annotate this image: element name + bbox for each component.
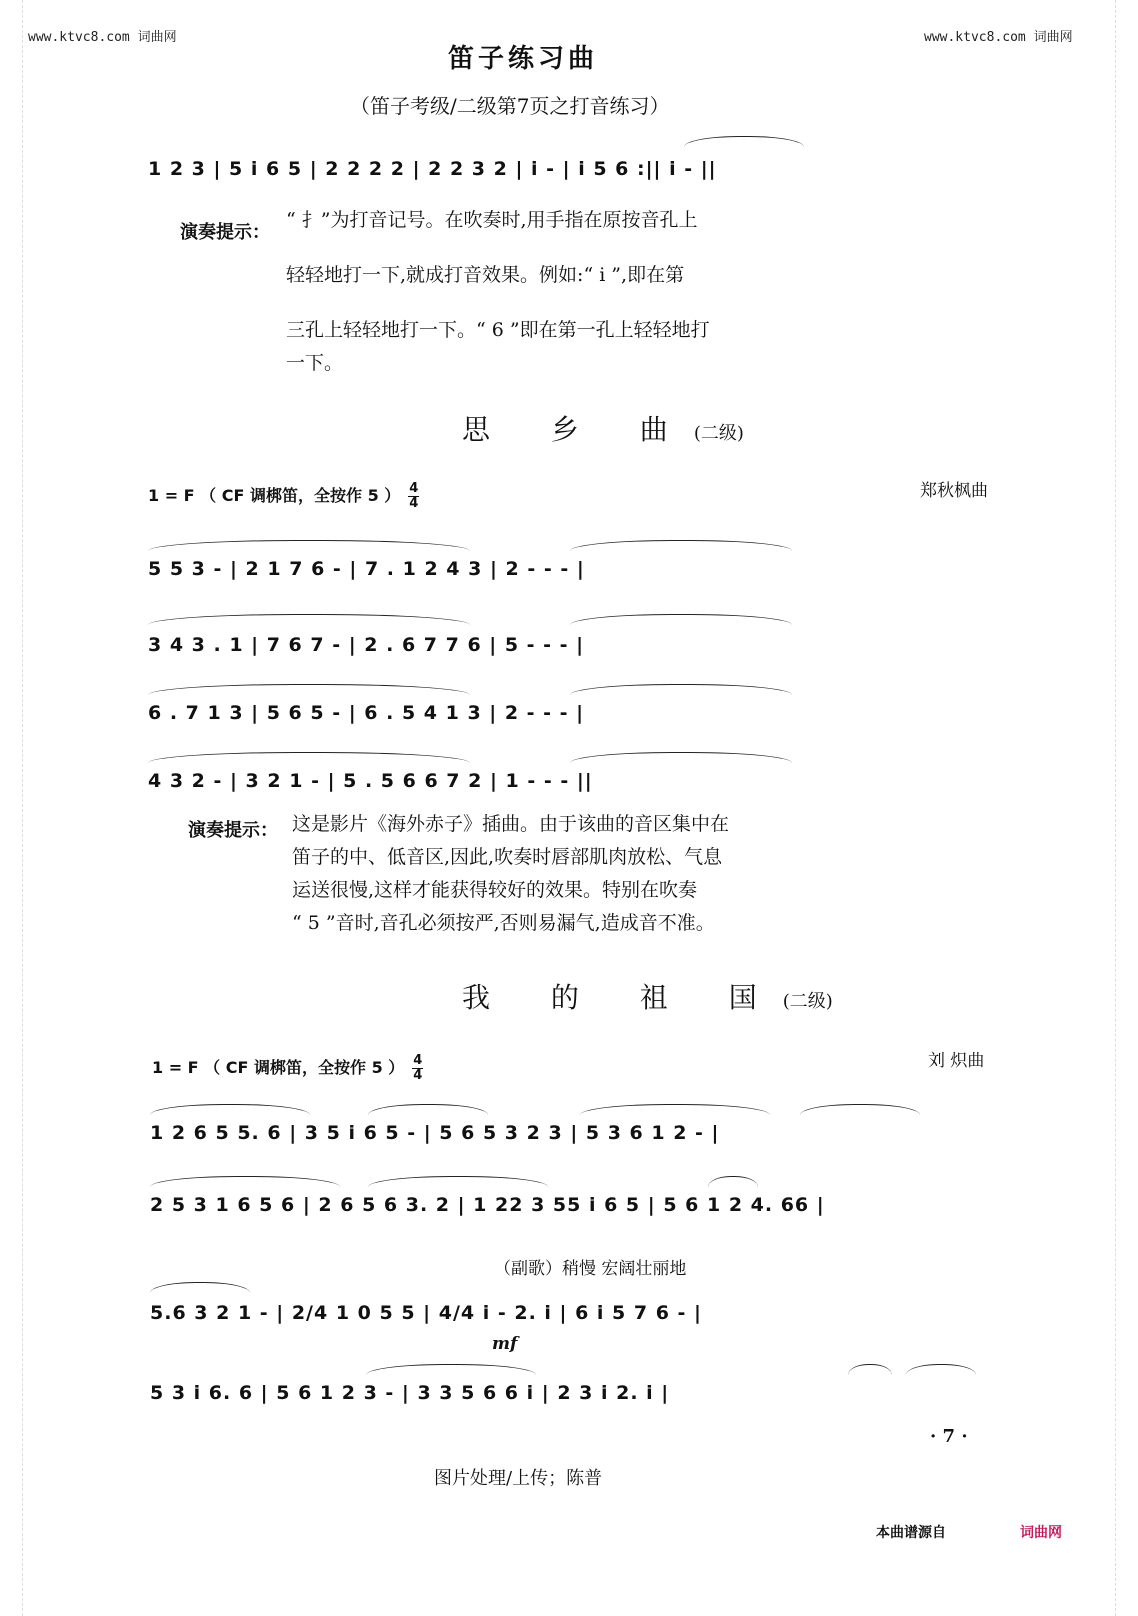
piece3-title-text: 我 的 祖 国 <box>462 981 783 1014</box>
piece2-score-line-3: 6 . 7 1 3 | 5 6 5 - | 6 . 5 4 1 3 | 2 - - - | <box>148 702 585 724</box>
piece1-subtitle: （笛子考级/二级第7页之打音练习） <box>350 94 670 118</box>
hint-line: 轻轻地打一下,就成打音效果。例如:“ i ”,即在第 <box>286 264 685 286</box>
slur-mark <box>800 1104 920 1115</box>
piece3-composer: 刘 炽曲 <box>928 1051 985 1071</box>
piece2-score-line-1: 5 5 3 - | 2 1 7 6 - | 7 . 1 2 4 3 | 2 - - - | <box>148 558 585 580</box>
slur-mark <box>148 684 470 695</box>
piece3-score-line-4: 5 3 i 6. 6 | 5 6 1 2 3 - | 3 3 5 6 6 i | 2 3 i 2. i | <box>150 1382 670 1404</box>
site-header-left: www.ktvc8.com 词曲网 <box>28 30 177 45</box>
piece3-score-line-3: 5.6 3 2 1 - | 2/4 1 0 5 5 | 4/4 i - 2. i | 6 i 5 7 6 - | <box>150 1302 702 1324</box>
slur-mark <box>150 1176 340 1187</box>
piece3-level: (二级) <box>782 991 833 1012</box>
piece2-key-text: 1 = F （ CF 调梆笛，全按作 5 ） <box>148 486 401 505</box>
slur-mark <box>684 136 804 147</box>
slur-mark <box>708 1176 758 1187</box>
piece2-hint <box>292 808 782 940</box>
slur-mark <box>906 1364 976 1375</box>
piece3-chorus-label: （副歌）稍慢 宏阔壮丽地 <box>494 1259 687 1279</box>
piece1-title: 笛子练习曲 <box>448 44 599 74</box>
slur-mark <box>150 1282 250 1293</box>
slur-mark <box>570 540 792 551</box>
piece3-title <box>462 976 833 1016</box>
site-header-right: www.ktvc8.com 词曲网 <box>924 30 1073 45</box>
slur-mark <box>150 1104 310 1115</box>
piece2-title-text: 思 乡 曲 <box>462 413 694 446</box>
hint-line: 运送很慢,这样才能获得较好的效果。特别在吹奏 <box>292 879 698 901</box>
slur-mark <box>148 614 470 625</box>
piece2-score-line-2: 3 4 3 . 1 | 7 6 7 - | 2 . 6 7 7 6 | 5 - - - | <box>148 634 585 656</box>
piece2-key <box>148 482 419 511</box>
hint-line: “ 5 ”音时,音孔必须按严,否则易漏气,造成音不准。 <box>292 912 715 934</box>
slur-mark <box>368 1104 488 1115</box>
hint-line: 三孔上轻轻地打一下。“ 6 ”即在第一孔上轻轻地打 <box>286 319 710 341</box>
slur-mark <box>848 1364 892 1375</box>
slur-mark <box>366 1364 536 1375</box>
ts-bottom: 4 <box>409 496 419 511</box>
right-watermark-strip <box>1115 0 1138 1616</box>
piece3-dynamic: mf <box>492 1334 518 1354</box>
piece3-score-line-2: 2 5 3 1 6 5 6 | 2 6 5 6 3. 2 | 1 22 3 55 i 6 5 | 5 6 1 2 4. 66 | <box>150 1194 825 1216</box>
piece3-score-line-1: 1 2 6 5 5. 6 | 3 5 i 6 5 - | 5 6 5 3 2 3 | 5 3 6 1 2 - | <box>150 1122 720 1144</box>
hint-line: 一下。 <box>286 352 344 374</box>
piece2-composer: 郑秋枫曲 <box>920 481 988 501</box>
left-watermark-strip <box>0 0 23 1616</box>
piece2-level: (二级) <box>693 423 744 444</box>
piece2-time-signature <box>408 482 419 511</box>
slur-mark <box>570 614 792 625</box>
piece1-hint <box>286 204 806 380</box>
piece2-title <box>462 408 744 448</box>
piece2-score-line-4: 4 3 2 - | 3 2 1 - | 5 . 5 6 6 7 2 | 1 - - - || <box>148 770 593 792</box>
ts-top: 4 <box>409 481 419 496</box>
piece3-time-signature <box>412 1054 423 1083</box>
ts-bottom: 4 <box>413 1068 423 1083</box>
slur-mark <box>368 1176 548 1187</box>
hint-line: 这是影片《海外赤子》插曲。由于该曲的音区集中在 <box>292 813 730 835</box>
source-brand-link[interactable]: 词曲网 <box>1020 1525 1062 1541</box>
slur-mark <box>570 684 792 695</box>
hint-line: 笛子的中、低音区,因此,吹奏时唇部肌肉放松、气息 <box>292 846 723 868</box>
piece3-key-text: 1 = F （ CF 调梆笛，全按作 5 ） <box>152 1058 405 1077</box>
source-label: 本曲谱源自 <box>876 1525 946 1541</box>
slur-mark <box>148 752 470 763</box>
hint-line: “ 扌”为打音记号。在吹奏时,用手指在原按音孔上 <box>286 209 698 231</box>
slur-mark <box>570 752 792 763</box>
piece1-score-line: 1 2 3 | 5 i 6 5 | 2 2 2 2 | 2 2 3 2 | i - | i 5 6 :|| i - || <box>148 158 717 180</box>
piece3-key <box>152 1054 423 1083</box>
slur-mark <box>580 1104 770 1115</box>
slur-mark <box>148 540 470 551</box>
piece1-hint-label: 演奏提示： <box>180 222 270 243</box>
piece2-hint-label: 演奏提示： <box>188 820 278 841</box>
upload-credit: 图片处理/上传；陈普 <box>434 1468 603 1489</box>
page-number: · 7 · <box>930 1426 968 1447</box>
ts-top: 4 <box>413 1053 423 1068</box>
